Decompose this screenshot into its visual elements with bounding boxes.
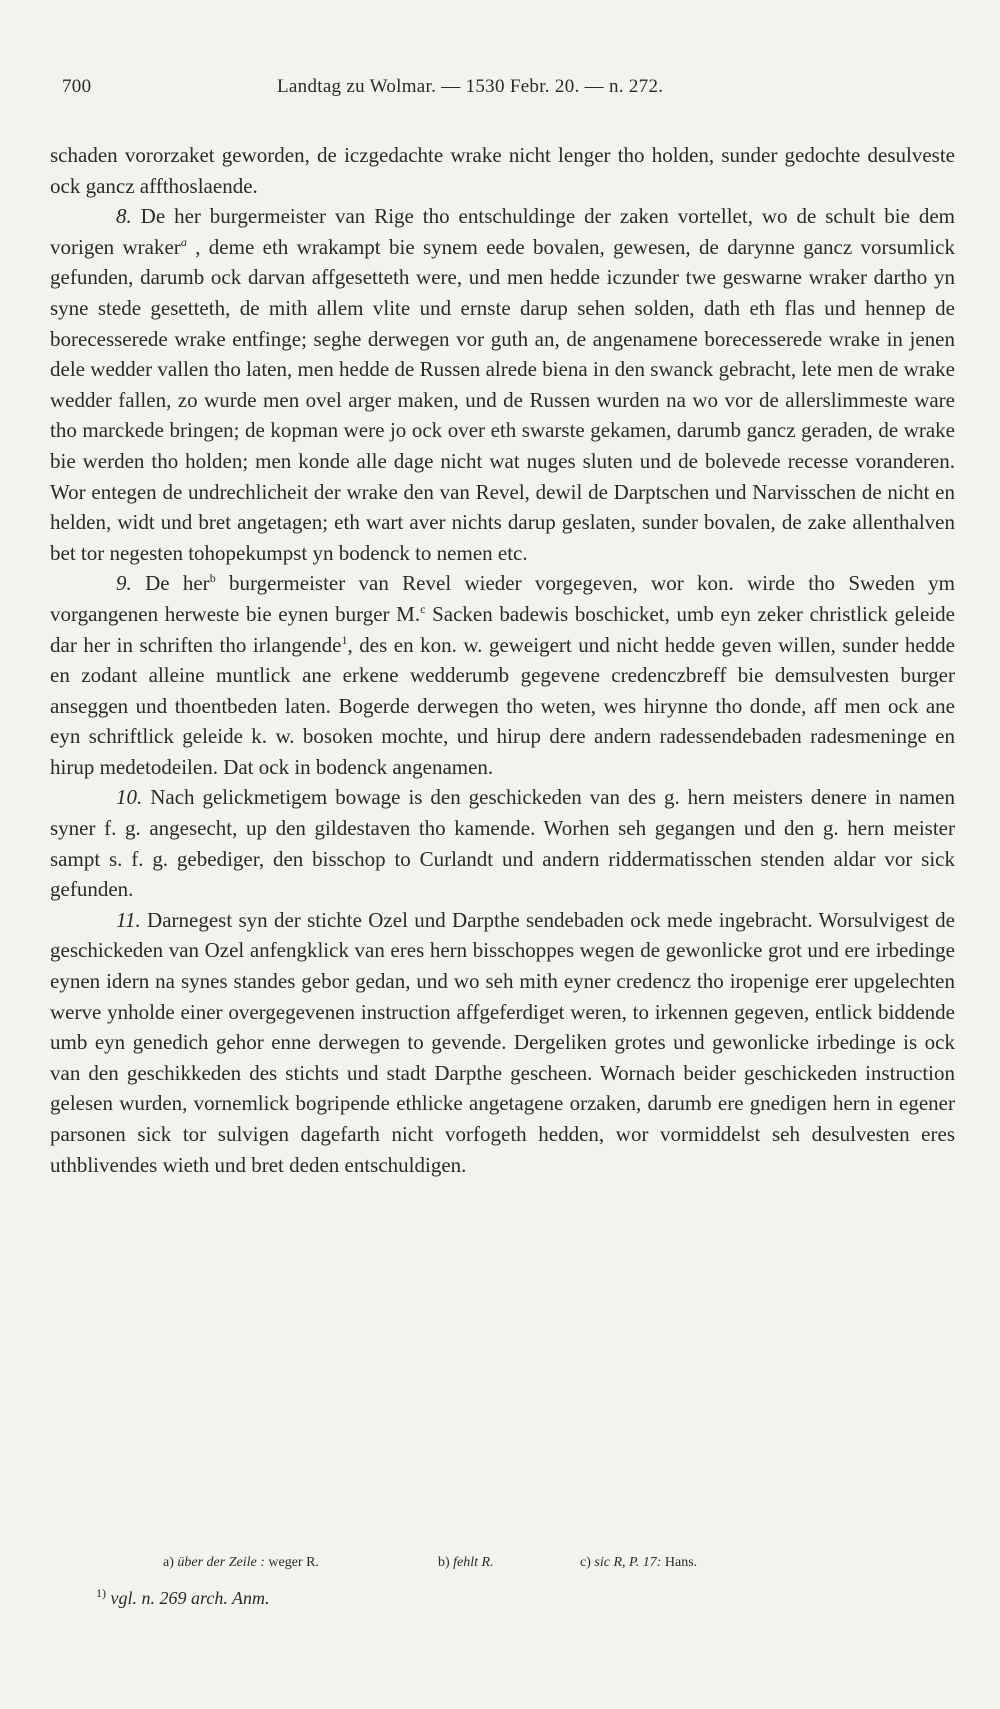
running-head: Landtag zu Wolmar. — 1530 Febr. 20. — n. 272. xyxy=(277,76,664,97)
footnote-c: c) sic R, P. 17: Hans. xyxy=(580,1555,698,1570)
page-header xyxy=(62,76,762,106)
critical-apparatus xyxy=(150,1555,870,1579)
section-11: 11. Darnegest syn der stichte Ozel und Darpthe sendebaden ock mede ingebracht. Worsulvigest de geschickeden van Ozel anfengklick van eres hern bisschoppes wegen de gewonlicke grot und ere irbedinge eynen idern na synes standes gebor gedan, und wo seh mith eyner credencz tho iropenige erer upgelechten werve ynholde einer overgegevenen instruction affgeferdiget weren, to irkennen gegeven, entlick biddende umb eyn genedich gehor enne derwegen to gevende. Dergeliken grotes und gewonlicke irbedinge is ock van den geschikkeden des stichts und stadt Darpthe gescheen. Wornach beider geschickeden instruction gelesen wurden, vornemlick bogripende ethlicke angetagene orzaken, darumb ere gnedigen hern in egener parsonen sick tor sulvigen dagefarth nicht vorfogeth hedden, wor vormiddelst seh desulvesten eres uthblivendes wieth und bret deden entschuldigen. xyxy=(50,907,956,1177)
footnote-1: $^{1)}$ vgl. n. 269 arch. Anm. xyxy=(96,1586,270,1608)
footnote-ref-a: a xyxy=(180,234,187,249)
main-text xyxy=(50,140,955,1180)
footnote-ref-b: b xyxy=(209,571,216,586)
section-9: 9. De her$^b$ burgermeister van Revel wieder vorgegeven, wor kon. wirde tho Sweden ym vorgangenen herweste bie eynen burger M.$^c$ Sacken badewis boschicket, umb eyn zeker christlick geleide dar her in schriften tho irlangende$^1$, des en kon. w. geweigert und nicht hedde geven willen, sunder hedde en zodant alleine muntlick ane erkene wedderumb gegevene credenczbreff bie demsulvesten burger anseggen und thoentbeden laten. Bogerde derwegen tho weten, wes hirynne tho donde, aff men ock ane eyn schriftlick geleide k. w. bosoken mochte, und hirup dere andern radessendebaden radesmeninge en hirup medetodeilen. Dat ock in bodenck angenamen. xyxy=(50,571,956,779)
footnote-a: a) über der Zeile : weger R. xyxy=(163,1555,319,1570)
section-number: 11. xyxy=(116,907,141,932)
paragraph-continuation: schaden vororzaket geworden, de iczgedachte wrake nicht lenger tho holden, sunder gedochte desulveste ock gancz affthoslaende. xyxy=(50,143,955,198)
section-10: 10. Nach gelickmetigem bowage is den geschickeden van des g. hern meisters denere in namen syner f. g. angesecht, up den gildestaven tho kamende. Worhen seh gegangen und den g. hern meister sampt s. f. g. gebediger, den bisschop to Curlandt und andern riddermatisschen stenden aldar vor sick gefunden. xyxy=(50,785,955,902)
section-8: 8. De her burgermeister van Rige tho entschuldinge der zaken vortellet, wo de schult bie dem vorigen wraker$^a$ , deme eth wrakampt bie synem eede bovalen, gewesen, de darynne gancz vorsumlick gefunden, darumb ock darvan affgesetteth were, und men hedde iczunder twe geswarne wraker dartho yn syne stede gesetteth, de mith allem vlite und ernste darup sehen solden, dath eth flas und hennep de borecesserede wrake entfinge; seghe derwegen vor guth an, de angenamene borecesserede wrake in jenen dele wedder vallen tho laten, men hedde de Russen alrede biena in den swanck gebracht, lete men de wrake wedder fallen, zo wurde men ovel arger maken, und de Russen wurden na wo vor de allerslimmeste ware tho marckede bringen; de kopman were jo ock over eth swarste gekamen, darumb gancz geraden, de wrake bie werden tho holden; men konde alle dage nicht wat nuges sluten und de bolevede recesse voranderen. Wor entegen de undrechlicheit der wrake den van Revel, dewil de Darptschen und Narvisschen de nicht en helden, widt und bret angetagen; eth wart aver nichts darup geslaten, sunder bovalen, de zake allenthalven bet tor negesten tohopekumpst yn bodenck to nemen etc. xyxy=(50,204,956,565)
footnote-b: b) fehlt R. xyxy=(438,1555,494,1570)
section-number: 8. xyxy=(116,204,132,229)
section-number: 10. xyxy=(116,785,143,810)
footnote-ref-1: 1 xyxy=(341,632,348,647)
footnote-ref-c: c xyxy=(420,601,426,616)
section-number: 9. xyxy=(116,571,132,596)
page-number: 700 xyxy=(62,76,92,97)
